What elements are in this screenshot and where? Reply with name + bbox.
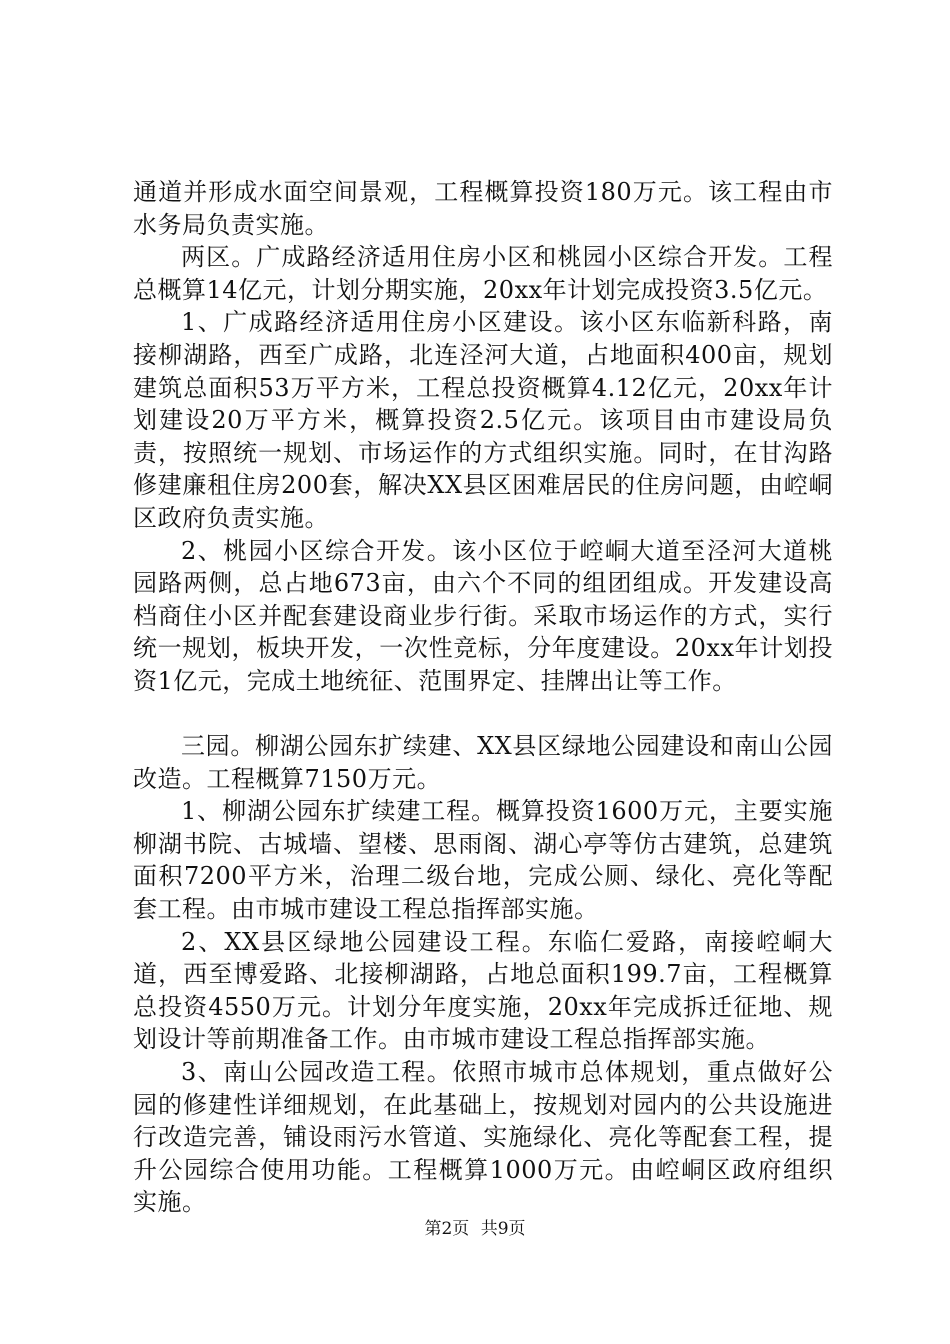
paragraph-continuation: 通道并形成水面空间景观，工程概算投资180万元。该工程由市水务局负责实施。: [133, 178, 833, 239]
paragraph-liuhu-park: 1、柳湖公园东扩续建工程。概算投资1600万元，主要实施柳湖书院、古城墙、望楼、思雨阁、湖心亭等仿古建筑，总建筑面积7200平方米，治理二级台地，完成公厕、绿化、亮化等配套工程。由市城市建设工程总指挥部实施。: [133, 797, 833, 924]
paragraph-green-park: 2、XX县区绿地公园建设工程。东临仁爱路，南接崆峒大道，西至博爱路、北接柳湖路，占地总面积199.7亩，工程概算总投资4550万元。计划分年度实施，20xx年完成拆迁征地、规划设计等前期准备工作。由市城市建设工程总指挥部实施。: [133, 927, 833, 1054]
page-total: 共9页: [480, 1219, 526, 1239]
paragraph-three-parks: 三园。柳湖公园东扩续建、XX县区绿地公园建设和南山公园改造。工程概算7150万元。: [133, 732, 833, 793]
document-body: [133, 176, 833, 1219]
paragraph-spacer: [133, 698, 833, 731]
paragraph-guangcheng-road: 1、广成路经济适用住房小区建设。该小区东临新科路，南接柳湖路，西至广成路，北连泾河大道，占地面积400亩，规划建筑总面积53万平方米，工程总投资概算4.12亿元，20xx年计划建设20万平方米，概算投资2.5亿元。该项目由市建设局负责，按照统一规划、市场运作的方式组织实施。同时，在甘沟路修建廉租住房200套，解决XX县区困难居民的住房问题，由崆峒区政府负责实施。: [133, 308, 833, 532]
page-number: 第2页: [424, 1219, 470, 1239]
paragraph-nanshan-park: 3、南山公园改造工程。依照市城市总体规划，重点做好公园的修建性详细规划，在此基础上，按规划对园内的公共设施进行改造完善，铺设雨污水管道、实施绿化、亮化等配套工程，提升公园综合使用功能。工程概算1000万元。由崆峒区政府组织实施。: [133, 1058, 833, 1217]
paragraph-taoyuan: 2、桃园小区综合开发。该小区位于崆峒大道至泾河大道桃园路两侧，总占地673亩，由六个不同的组团组成。开发建设高档商住小区并配套建设商业步行街。采取市场运作的方式，实行统一规划，板块开发，一次性竞标，分年度建设。20xx年计划投资1亿元，完成土地统征、范围界定、挂牌出让等工作。: [133, 536, 833, 695]
page-footer: [0, 1214, 950, 1239]
paragraph-two-districts: 两区。广成路经济适用住房小区和桃园小区综合开发。工程总概算14亿元，计划分期实施，20xx年计划完成投资3.5亿元。: [133, 243, 833, 304]
